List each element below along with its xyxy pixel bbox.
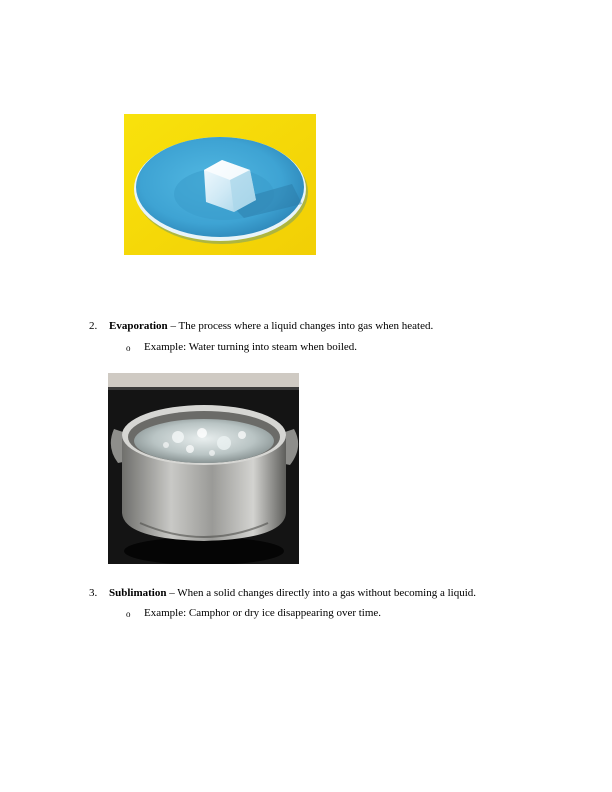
item-number: 2. bbox=[89, 320, 98, 332]
ice-cube-illustration bbox=[124, 114, 316, 255]
item-text bbox=[109, 319, 433, 333]
item-definition: – The process where a liquid changes into gas when heated. bbox=[167, 320, 434, 332]
example-text: Example: Camphor or dry ice disappearing over time. bbox=[144, 607, 382, 619]
item-definition: – When a solid changes directly into a gas without becoming a liquid. bbox=[166, 587, 477, 599]
item-text bbox=[109, 586, 476, 600]
bullet-marker: o bbox=[126, 609, 131, 619]
boiling-pot-photo bbox=[108, 373, 299, 564]
bullet-marker: o bbox=[126, 343, 131, 353]
boiling-pot-illustration bbox=[108, 373, 299, 564]
ice-cube-photo bbox=[124, 114, 316, 255]
example-text: Example: Water turning into steam when boiled. bbox=[144, 341, 358, 353]
item-number: 3. bbox=[89, 587, 98, 599]
item-term: Sublimation bbox=[109, 587, 167, 599]
item-term: Evaporation bbox=[109, 320, 168, 332]
